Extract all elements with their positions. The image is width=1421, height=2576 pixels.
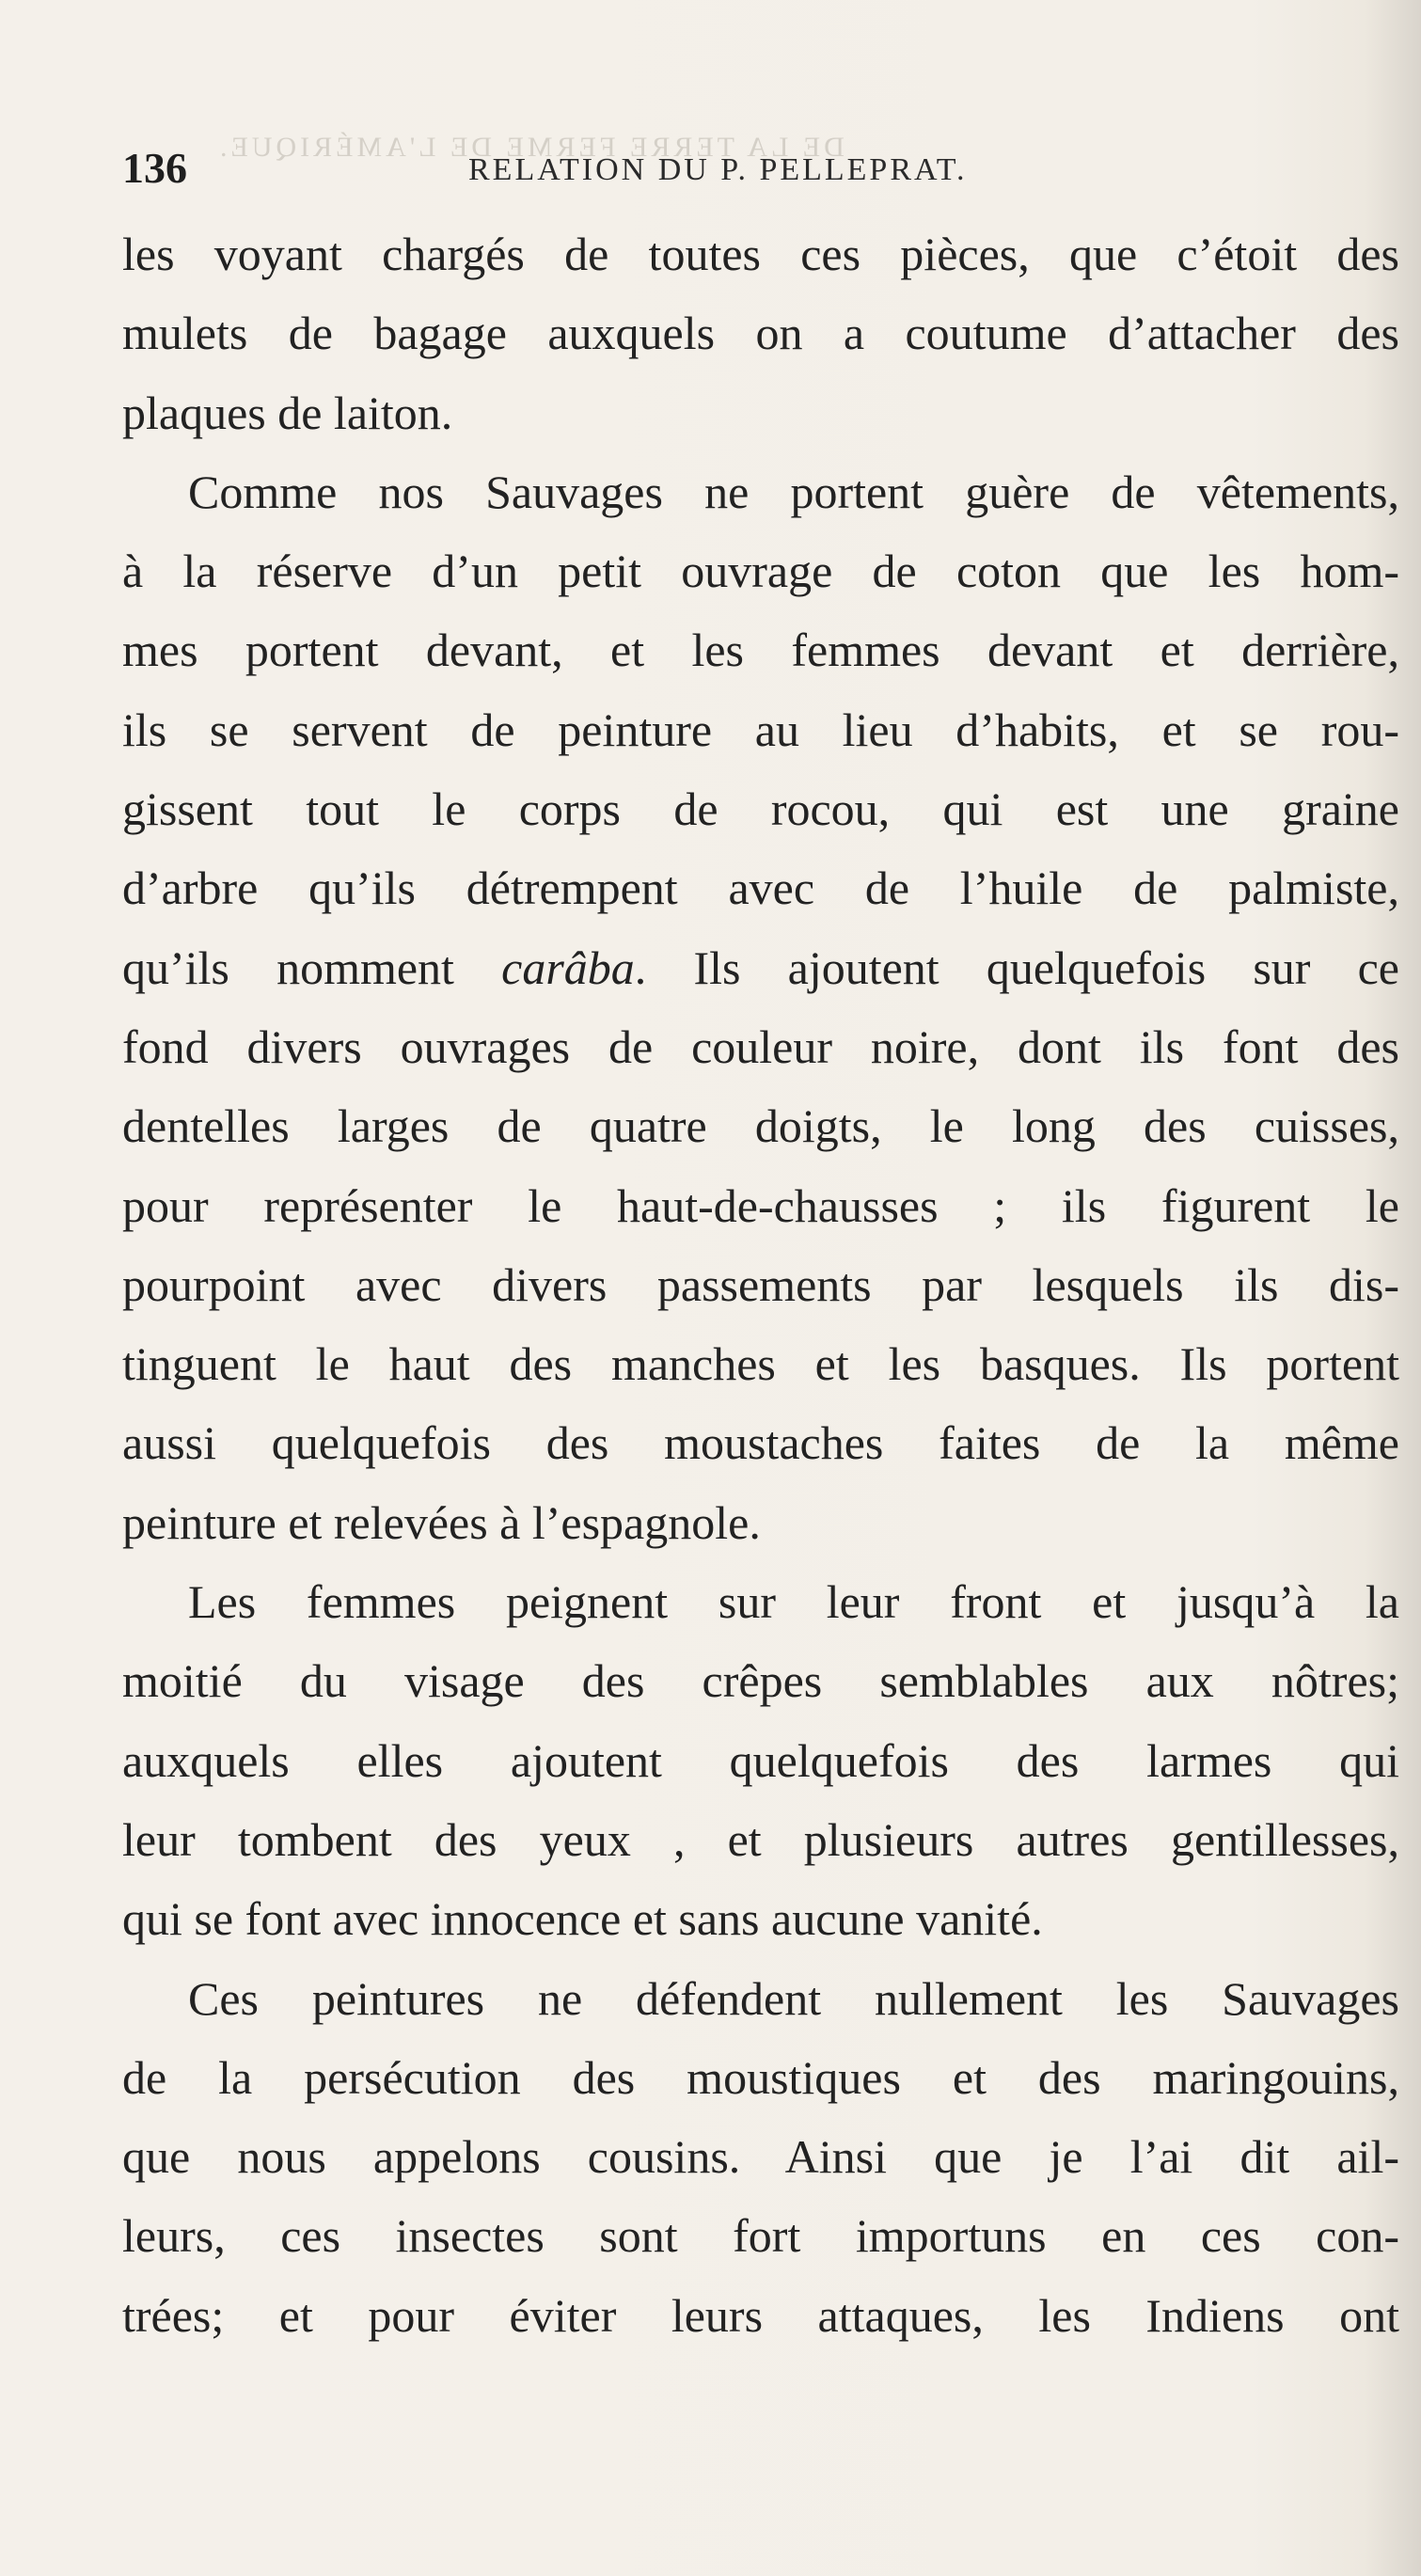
text-line: fond divers ouvrages de couleur noire, dont ils font des <box>122 1019 1399 1073</box>
text-fragment: qu’ils nomment <box>122 940 454 994</box>
text-line: tinguent le haut des manches et les basques. Ils portent <box>122 1337 1399 1391</box>
text-line: trées; et pour éviter leurs attaques, les Indiens ont <box>122 2288 1399 2342</box>
page-header <box>122 143 1401 199</box>
text-line: Comme nos Sauvages ne portent guère de vêtements, <box>188 465 1399 518</box>
text-line: Les femmes peignent sur leur front et jusqu’à la <box>188 1575 1399 1629</box>
text-line: que nous appelons cousins. Ainsi que je l’ai dit ail- <box>122 2130 1399 2184</box>
text-line: mes portent devant, et les femmes devant et derrière, <box>122 624 1399 677</box>
text-line: les voyant chargés de toutes ces pièces, que c’étoit des <box>122 228 1399 280</box>
show-through-text: DE LA TERRE FERME DE L'AMÉRIQUE. <box>216 132 845 163</box>
text-line: d’arbre qu’ils détrempent avec de l’huile de palmiste, <box>122 861 1399 915</box>
text-line: dentelles larges de quatre doigts, le long des cuisses, <box>122 1099 1399 1153</box>
text-line: mulets de bagage auxquels on a coutume d’attacher des <box>122 307 1399 360</box>
text-line: qui se font avec innocence et sans aucune vanité. <box>122 1892 1043 1946</box>
text-line: pourpoint avec divers passements par lesquels ils dis- <box>122 1257 1399 1311</box>
text-line: gissent tout le corps de rocou, qui est une graine <box>122 782 1399 836</box>
body-text <box>122 214 1399 2355</box>
text-line: de la persécution des moustiques et des maringouins, <box>122 2050 1399 2104</box>
text-line: à la réserve d’un petit ouvrage de coton que les hom- <box>122 545 1399 598</box>
text-line: auxquels elles ajoutent quelquefois des larmes qui <box>122 1733 1399 1787</box>
text-line: peinture et relevées à l’espagnole. <box>122 1495 761 1549</box>
text-line: plaques de laiton. <box>122 386 453 439</box>
text-line: aussi quelquefois des moustaches faites de la même <box>122 1416 1399 1470</box>
text-line: pour représenter le haut-de-chausses ; ils figurent le <box>122 1178 1399 1232</box>
italic-term: carâba <box>501 940 635 994</box>
page-number: 136 <box>122 144 187 192</box>
text-line: Ces peintures ne défendent nullement les Sauvages <box>188 1971 1399 2025</box>
running-title: RELATION DU P. PELLEPRAT. <box>468 152 968 187</box>
text-line: leur tombent des yeux , et plusieurs autres gentillesses, <box>122 1812 1399 1866</box>
text-line: moitié du visage des crêpes semblables aux nôtres; <box>122 1654 1399 1708</box>
text-line: ils se servent de peinture au lieu d’habits, et se rou- <box>122 703 1399 756</box>
text-fragment: . Ils ajoutent quelquefois sur ce <box>634 940 1399 994</box>
text-line-with-italic <box>122 928 1399 1007</box>
text-line: leurs, ces insectes sont fort importuns en ces con- <box>122 2209 1399 2263</box>
